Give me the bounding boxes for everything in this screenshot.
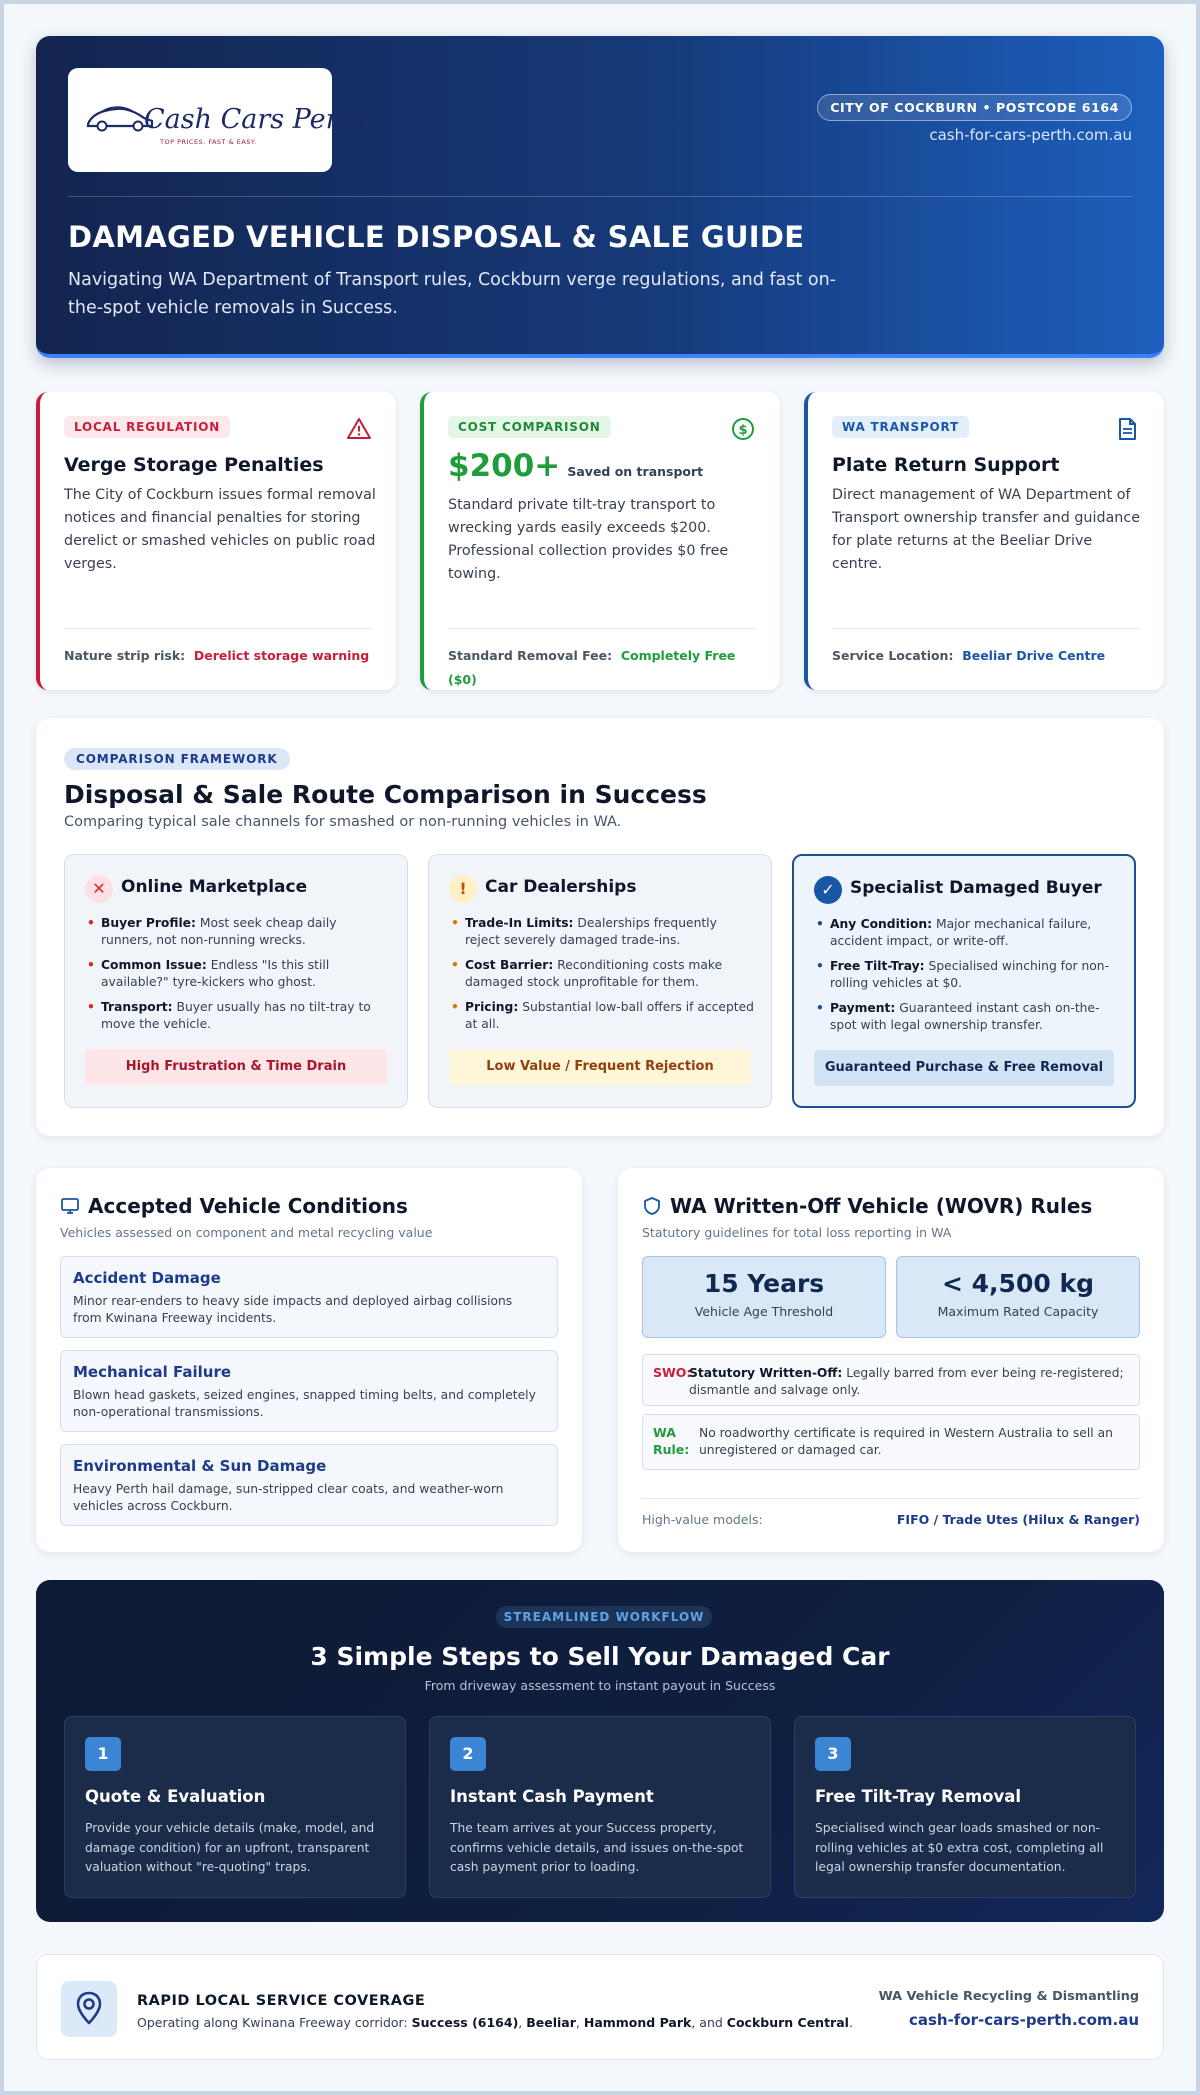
exclamation-icon: !: [449, 875, 477, 903]
panel-title: Accepted Vehicle Conditions: [88, 1194, 408, 1218]
card-body: Standard private tilt-tray transport to wrecking yards easily exceeds $200. Professional collection provides $0 free towing.: [448, 497, 729, 582]
step-title: Quote & Evaluation: [85, 1787, 266, 1806]
route-online-marketplace: [64, 854, 408, 1108]
step-number: 3: [815, 1737, 851, 1771]
high-value-models: FIFO / Trade Utes (Hilux & Ranger): [896, 1512, 1140, 1527]
rule-key: WA Rule:: [653, 1425, 690, 1457]
high-value-label: High-value models:: [642, 1512, 763, 1527]
list-item: • Payment: Guaranteed instant cash on-the-spot with legal ownership transfer.: [830, 1000, 1120, 1033]
stat-label: Vehicle Age Threshold: [694, 1304, 834, 1319]
card-footer: [64, 644, 384, 668]
list-item: • Transport: Buyer usually has no tilt-tray to move the vehicle.: [101, 999, 391, 1032]
hero-header: [36, 36, 1164, 358]
step-card: [794, 1716, 1136, 1898]
condition-body: Blown head gaskets, seized engines, snapped timing belts, and completely non-operational transmissions.: [73, 1388, 536, 1419]
card-verge-penalties: [36, 392, 396, 690]
divider: [448, 628, 756, 629]
monitor-icon: [60, 1196, 80, 1216]
route-list: [465, 915, 755, 1041]
area-cockburn-central: Cockburn Central: [726, 2015, 849, 2030]
conditions-panel: [36, 1168, 582, 1552]
stat-value: < 4,500 kg: [942, 1269, 1094, 1298]
step-body: Provide your vehicle details (make, model, and damage condition) for an upfront, transparent valuation without "re-quoting" traps.: [85, 1821, 375, 1874]
comparison-section: [36, 718, 1164, 1136]
route-car-dealerships: [428, 854, 772, 1108]
list-item: • Free Tilt-Tray: Specialised winching for non-rolling vehicles at $0.: [830, 958, 1120, 991]
card-body: Direct management of WA Department of Transport ownership transfer and guidance for plate returns at the Beeliar Drive centre.: [832, 487, 1141, 572]
card-tag: WA TRANSPORT: [832, 416, 969, 438]
step-card: [429, 1716, 771, 1898]
list-item: • Cost Barrier: Reconditioning costs make damaged stock unprofitable for them.: [465, 957, 755, 990]
header-url-link[interactable]: cash-for-cars-perth.com.au: [929, 126, 1132, 144]
footer-label: Nature strip risk:: [64, 648, 186, 663]
coverage-title: RAPID LOCAL SERVICE COVERAGE: [137, 1993, 426, 2009]
section-title: 3 Simple Steps to Sell Your Damaged Car: [310, 1642, 890, 1671]
stat-value: 15 Years: [703, 1269, 825, 1298]
page: [4, 4, 1196, 2091]
condition-item: [60, 1256, 558, 1338]
route-verdict: Low Value / Frequent Rejection: [449, 1049, 751, 1085]
step-body: Specialised winch gear loads smashed or non-rolling vehicles at $0 extra cost, completing all legal ownership transfer documentation.: [815, 1821, 1104, 1874]
stat-rated-capacity: [896, 1256, 1140, 1338]
rule-swo: [642, 1354, 1140, 1406]
section-title: Disposal & Sale Route Comparison in Success: [64, 780, 707, 809]
list-item: • Any Condition: Major mechanical failure, accident impact, or write-off.: [830, 916, 1120, 949]
card-title: Plate Return Support: [832, 454, 1060, 476]
steps-section: [36, 1580, 1164, 1922]
card-plate-return: [804, 392, 1164, 690]
card-cost-comparison: [420, 392, 780, 690]
list-item: • Pricing: Substantial low-ball offers if accepted at all.: [465, 999, 755, 1032]
svg-text:$: $: [738, 423, 748, 438]
rule-text: No roadworthy certificate is required in Western Australia to sell an unregistered or damaged car.: [699, 1426, 1113, 1457]
condition-body: Minor rear-enders to heavy side impacts and deployed airbag collisions from Kwinana Freeway incidents.: [73, 1294, 513, 1325]
step-body: The team arrives at your Success property, confirms vehicle details, and issues on-the-spot cash payment prior to loading.: [450, 1821, 744, 1874]
check-icon: ✓: [814, 876, 842, 904]
card-body: The City of Cockburn issues formal removal notices and financial penalties for storing derelict or smashed vehicles on public road verges.: [64, 487, 376, 572]
rule-text: Statutory Written-Off: Legally barred from ever being re-registered; dismantle and salvage only.: [689, 1366, 1124, 1397]
card-tag: COST COMPARISON: [448, 416, 611, 438]
coverage-footer: [36, 1954, 1164, 2060]
step-card: [64, 1716, 406, 1898]
savings-amount: $200+: [448, 448, 561, 484]
condition-title: Environmental & Sun Damage: [73, 1457, 327, 1475]
card-title: Verge Storage Penalties: [64, 454, 324, 476]
close-icon: ✕: [85, 875, 113, 903]
page-title: DAMAGED VEHICLE DISPOSAL & SALE GUIDE: [68, 220, 805, 254]
route-specialist-buyer: [792, 854, 1136, 1108]
list-item: • Buyer Profile: Most seek cheap daily runners, not non-running wrecks.: [101, 915, 391, 948]
location-pill: CITY OF COCKBURN • POSTCODE 6164: [817, 94, 1132, 121]
panel-title: WA Written-Off Vehicle (WOVR) Rules: [670, 1194, 1093, 1218]
section-subtitle: Comparing typical sale channels for smashed or non-running vehicles in WA.: [64, 814, 622, 830]
route-verdict: Guaranteed Purchase & Free Removal: [814, 1050, 1114, 1086]
footer-value: Completely Free ($0): [448, 648, 736, 687]
route-list: [101, 915, 391, 1041]
footer-label: Standard Removal Fee:: [448, 648, 613, 663]
savings-caption: Saved on transport: [567, 464, 704, 479]
route-title: Online Marketplace: [121, 877, 308, 897]
divider: [642, 1498, 1140, 1499]
route-list: [830, 916, 1120, 1042]
location-pin-icon: [61, 1981, 117, 2037]
rule-wa: [642, 1414, 1140, 1470]
shield-icon: [642, 1196, 662, 1216]
route-title: Car Dealerships: [485, 877, 637, 897]
condition-item: [60, 1444, 558, 1526]
logo-tagline: TOP PRICES. FAST & EASY.: [160, 138, 257, 146]
list-item: • Trade-In Limits: Dealerships frequently reject severely damaged trade-ins.: [465, 915, 755, 948]
stat-age-threshold: [642, 1256, 886, 1338]
divider: [64, 628, 372, 629]
footer-url-link[interactable]: cash-for-cars-perth.com.au: [908, 2011, 1139, 2029]
section-tag: STREAMLINED WORKFLOW: [496, 1606, 712, 1628]
footer-value: Derelict storage warning: [193, 648, 370, 663]
condition-title: Mechanical Failure: [73, 1363, 232, 1381]
step-title: Instant Cash Payment: [450, 1787, 654, 1806]
logo-wordmark: Cash Cars Perth: [144, 104, 367, 135]
stat-label: Maximum Rated Capacity: [937, 1304, 1099, 1319]
section-subtitle: From driveway assessment to instant payout in Success: [424, 1678, 776, 1693]
panel-subtitle: Vehicles assessed on component and metal recycling value: [60, 1225, 433, 1240]
panel-subtitle: Statutory guidelines for total loss reporting in WA: [642, 1225, 952, 1240]
route-verdict: High Frustration & Time Drain: [85, 1049, 387, 1085]
divider: [832, 628, 1140, 629]
page-subtitle: Navigating WA Department of Transport rules, Cockburn verge regulations, and fast on-the-spot vehicle removals in Success.: [68, 270, 836, 318]
header-divider: [68, 196, 1132, 197]
condition-body: Heavy Perth hail damage, sun-stripped clear coats, and weather-worn vehicles across Cockburn.: [73, 1482, 504, 1513]
step-number: 2: [450, 1737, 486, 1771]
wovr-panel: [618, 1168, 1164, 1552]
condition-item: [60, 1350, 558, 1432]
warning-icon: [346, 416, 372, 442]
route-title: Specialist Damaged Buyer: [850, 878, 1102, 898]
savings-amount-row: [448, 448, 703, 484]
step-number: 1: [85, 1737, 121, 1771]
area-beeliar: Beeliar: [526, 2015, 576, 2030]
section-tag: COMPARISON FRAMEWORK: [64, 748, 290, 770]
area-success: Success (6164): [411, 2015, 519, 2030]
area-hammond-park: Hammond Park: [583, 2015, 692, 2030]
footer-value: Beeliar Drive Centre: [962, 648, 1106, 663]
logo[interactable]: [68, 68, 367, 172]
document-icon: [1114, 416, 1140, 442]
organisation-name: WA Vehicle Recycling & Dismantling: [878, 1989, 1139, 2004]
list-item: • Common Issue: Endless "Is this still available?" tyre-kickers who ghost.: [101, 957, 391, 990]
condition-title: Accident Damage: [73, 1269, 221, 1287]
rule-key: SWO:: [653, 1365, 692, 1380]
card-tag: LOCAL REGULATION: [64, 416, 230, 438]
step-title: Free Tilt-Tray Removal: [815, 1787, 1022, 1806]
footer-label: Service Location:: [832, 648, 954, 663]
dollar-circle-icon: [730, 416, 756, 442]
card-footer: [448, 644, 768, 692]
card-footer: [832, 644, 1152, 668]
coverage-areas: Operating along Kwinana Freeway corridor: Success (6164), Beeliar, Hammond Park, and Cockburn Central.: [137, 2015, 853, 2030]
